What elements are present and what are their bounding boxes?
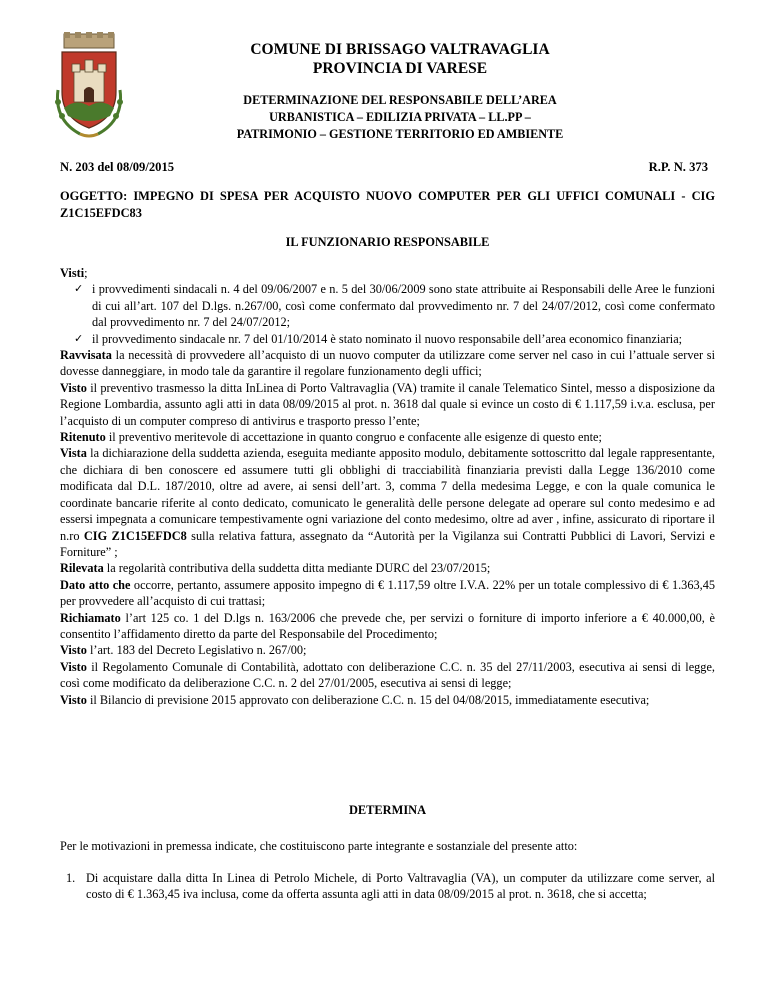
check-item xyxy=(60,331,715,347)
header-determinazione xyxy=(130,92,670,143)
determination-number: N. 203 del 08/09/2015 xyxy=(60,160,175,174)
dato-atto-paragraph: Dato atto che occorre, pertanto, assumere apposito impegno di € 1.117,59 oltre I.V.A. 22% per un totale complessivo di € 1.363,45 per provvedere all’acquisto di cui trattasi; xyxy=(60,577,715,609)
checkmark-icon: ✓ xyxy=(74,331,84,345)
funzionario-heading: IL FUNZIONARIO RESPONSABILE xyxy=(285,235,490,249)
visto-decreto-paragraph: Visto l’art. 183 del Decreto Legislativo n. 267/00; xyxy=(60,643,307,658)
oggetto: OGGETTO: IMPEGNO DI SPESA PER ACQUISTO NUOVO COMPUTER PER GLI UFFICI COMUNALI - CIG Z1C15EFDC83 xyxy=(60,189,715,220)
provincia-name: PROVINCIA DI VARESE xyxy=(312,60,488,77)
ritenuto-paragraph: Ritenuto il preventivo meritevole di accettazione in quanto congruo e confacente alle esigenze di questo ente; xyxy=(60,430,602,445)
det-line-2: URBANISTICA – EDILIZIA PRIVATA – LL.PP – xyxy=(269,110,531,124)
list-item xyxy=(60,870,715,903)
vista-paragraph: Vista la dichiarazione della suddetta azienda, eseguita mediante apposito modulo, debitamente sottoscritto dal legale rappresentante, che dichiara di ben conoscere ed assumere tutti gli obblighi di tracciabilità finanziaria previsti dalla Legge 136/2010 come modificata dal D.L. 187/2010, oltre ad avere, ai sensi dell’art. 3, comma 7 della medesima Legge, e con la quale comunica le coordinate bancarie riferite al conto dedicato, comunicato le generalità delle persone delegate ad operare sul conto medesimo e ad essersi impegnata a comunicare tempestivamente ogni variazione del conto medesimo, oltre ad aver , infine, assicurato di riportare il n.ro CIG Z1C15EFDC8 sulla relativa fattura, assegnato da “Autorità per la Vigilanza sui Contratti Pubblici di Lavori, Servizi e Forniture” ; xyxy=(60,446,715,559)
det-line-3: PATRIMONIO – GESTIONE TERRITORIO ED AMBIENTE xyxy=(236,127,564,141)
check-item xyxy=(60,281,715,330)
premessa-paragraph: Per le motivazioni in premessa indicate, che costituiscono parte integrante e sostanziale del presente atto: xyxy=(60,839,578,853)
header-comune xyxy=(130,40,670,78)
document-body xyxy=(60,265,715,708)
visto-regolamento-paragraph: Visto il Regolamento Comunale di Contabilità, adottato con deliberazione C.C. n. 35 del 27/11/2003, esecutiva ai sensi di legge, così come modificato da deliberazione C.C. n. 2 del 27/01/2005, esecutiva ai sensi di legge; xyxy=(60,659,715,691)
visti-line: Visti; xyxy=(60,266,88,280)
visto-bilancio-paragraph: Visto il Bilancio di previsione 2015 approvato con deliberazione C.C. n. 15 del 04/08/2015, immediatamente esecutiva; xyxy=(60,692,650,707)
cig-code: CIG Z1C15EFDC8 xyxy=(83,528,187,543)
list-item-text: Di acquistare dalla ditta In Linea di Petrolo Michele, di Porto Valtravaglia (VA), un computer da utilizzare come server, al costo di € 1.363,45 iva inclusa, come da offerta assunta agli atti in data 08/09/2015 al prot. n. 3618, che si accetta; xyxy=(86,871,715,902)
coat-of-arms-icon xyxy=(50,30,128,142)
det-line-1: DETERMINAZIONE DEL RESPONSABILE DELL’AREA xyxy=(243,93,557,107)
check-item-text: il provvedimento sindacale nr. 7 del 01/10/2014 è stato nominato il nuovo responsabile dell’area economico finanziaria; xyxy=(92,331,683,346)
ravvisata-paragraph: Ravvisata la necessità di provvedere all’acquisto di un nuovo computer da utilizzare come server nel caso in cui l’attuale server si dovesse danneggiare, in modo tale da garantire il regolare funzionamento degli uffici; xyxy=(60,348,715,379)
richiamato-paragraph: Richiamato l’art 125 co. 1 del D.lgs n. 163/2006 che prevede che, per servizi o forniture di importo inferiore a € 40.000,00, è consentito l’affidamento diretto da parte del Responsabile del Procedimento; xyxy=(60,610,715,641)
visti-label: Visti xyxy=(60,266,85,280)
rilevata-paragraph: Rilevata la regolarità contributiva della suddetta ditta mediante DURC del 23/07/2015; xyxy=(60,561,491,576)
visto-preventivo-paragraph: Visto il preventivo trasmesso la ditta InLinea di Porto Valtravaglia (VA) tramite il canale Telematico Sintel, messo a disposizione da Regione Lombardia, assunto agli atti in data 08/09/2015 al prot. n. 3618 dal quale si evince un costo di € 1.117,59 i.v.a. esclusa, per l’acquisto di un computer compreso di antivirus e trasporto presso l’ente; xyxy=(60,380,715,428)
comune-name: COMUNE DI BRISSAGO VALTRAVAGLIA xyxy=(250,41,550,58)
reference-row xyxy=(60,160,708,177)
list-item-number: 1. xyxy=(66,871,76,885)
rp-number: R.P. N. 373 xyxy=(648,160,708,174)
check-item-text: i provvedimenti sindacali n. 4 del 09/06/2007 e n. 5 del 30/06/2009 sono state attribuite ai Responsabili delle Aree le funzioni di cui all’art. 107 del D.lgs. n.267/00, così come confermato dal provvedimento nr. 7 del 24/07/2012, così come confermato dal provvedimento nr. 7 del 24/07/2012; xyxy=(92,282,715,330)
determina-heading: DETERMINA xyxy=(348,803,427,817)
checkmark-icon: ✓ xyxy=(74,282,84,296)
